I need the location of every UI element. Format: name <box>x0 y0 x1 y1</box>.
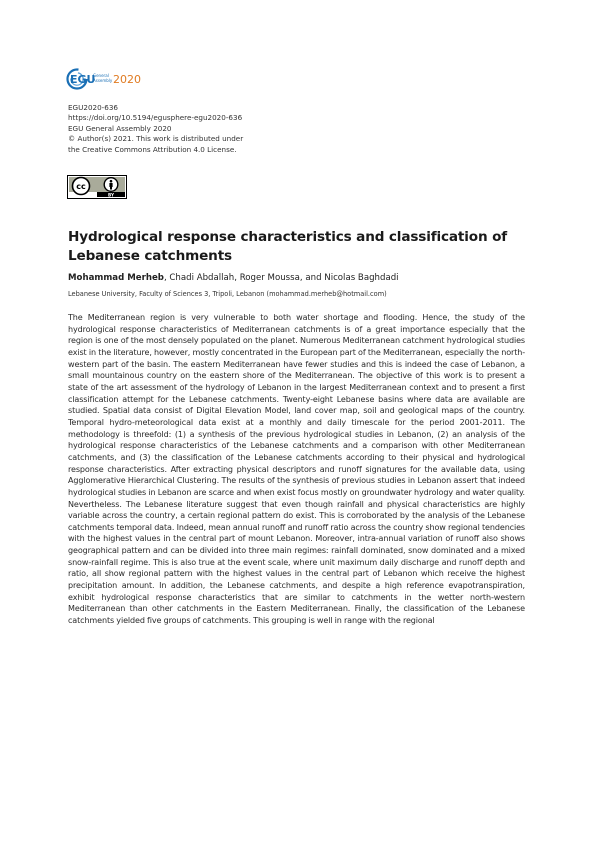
affiliation: Lebanese University, Faculty of Sciences 3, Tripoli, Lebanon (mohammad.merheb@hotmail.com) <box>68 290 387 298</box>
cc-by-badge-graphic <box>67 175 127 199</box>
co-authors: , Chadi Abdallah, Roger Moussa, and Nicolas Baghdadi <box>163 273 399 283</box>
egu-logo-assembly: Assembly <box>93 78 113 83</box>
abstract-id: EGU2020-636 <box>68 103 118 112</box>
cc-by-badge[interactable] <box>67 175 127 198</box>
paper-title: Hydrological response characteristics and classification of Lebanese catchments <box>68 229 508 264</box>
egu-logo-general: General <box>93 73 109 78</box>
lead-author: Mohammad Merheb <box>68 273 164 283</box>
egu-logo-year: 2020 <box>113 73 141 86</box>
cc-icon <box>73 178 90 195</box>
by-label: BY <box>108 192 114 198</box>
abstract-body: The Mediterranean region is very vulnerable to both water shortage and flooding. Hence, the study of the hydrological response characteristics of Mediterranean catchments is of a great importance especially that the region is one of the most densely populated on the planet. Numerous Mediterranean catchment hydrological studies exist in the literature, however, mostly concentrated in the European part of the Mediterranean, especially the north-western part of the basin. The eastern Mediterranean have fewer studies and this is indeed the case of Lebanon, a small mountainous country on the eastern shore of the Mediterranean. The objective of this work is to present a state of the art assessment of the hydrology of Lebanon in the largest Mediterranean context and to present a first classification attempt for the Lebanese catchments. Twenty-eight Lebanese basins where data are available are studied. Spatial data consist of Digital Elevation Model, land cover map, soil and geological maps of the country. Temporal hydro-meteorological data exist at a monthly and daily timescale for the period 2001-2011. The methodology is threefold: (1) a synthesis of the previous hydrological studies in Lebanon, (2) an analysis of the hydrological response characteristics of the Lebanese catchments and a comparison with other Mediterranean catchments, and (3) the classification of the Lebanese catchments according to their physical and hydrological response characteristics. After extracting physical descriptors and runoff signatures for the available data, using Agglomerative Hierarchical Clustering. The results of the synthesis of previous studies in Lebanon assert that indeed hydrological studies in Lebanon are scarce and when exist focus mostly on groundwater hydrology and water quality. Nevertheless. The Lebanese literature suggest that even though rainfall and physical characteristics are highly variable across the country, a certain regional pattern do exist. This is corroborated by the analysis of the Lebanese catchments temporal data. Indeed, mean annual runoff and runoff ratio across the country show regional tendencies with the highest values in the central part of mount Lebanon. Moreover, intra-annual variation of runoff also shows geographical pattern and can be divided into three main regimes: rainfall dominated, snow dominated and a mixed snow-rainfall regime. This is also true at the event scale, where unit maximum daily discharge and runoff depth and ratio, all show regional pattern with the highest values in the central part of Lebanon which receive the highest precipitation amount. In addition, the Lebanese catchments, and despite a high reference evapotranspiration, exhibit hydrological response characteristics that are similar to catchments in the wetter north-western Mediterranean than other catchments in the Eastern Mediterranean. Finally, the classification of the Lebanese catchments yielded five groups of catchments. This grouping is well in range with the regional <box>68 313 525 626</box>
copyright-line-2: the Creative Commons Attribution 4.0 License. <box>68 144 237 154</box>
egu-logo-letters: EGU <box>70 73 96 86</box>
egu-logo <box>66 66 156 92</box>
attribution-person-icon <box>104 178 118 192</box>
egu-logo-graphic <box>66 66 158 92</box>
doi-link[interactable]: https://doi.org/10.5194/egusphere-egu2020-636 <box>68 113 243 123</box>
meta-block <box>68 103 308 155</box>
author-list <box>68 272 538 284</box>
cc-icon-letters: cc <box>76 182 86 191</box>
assembly-name: EGU General Assembly 2020 <box>68 123 172 133</box>
copyright-line-1: © Author(s) 2021. This work is distributed under <box>68 134 244 144</box>
